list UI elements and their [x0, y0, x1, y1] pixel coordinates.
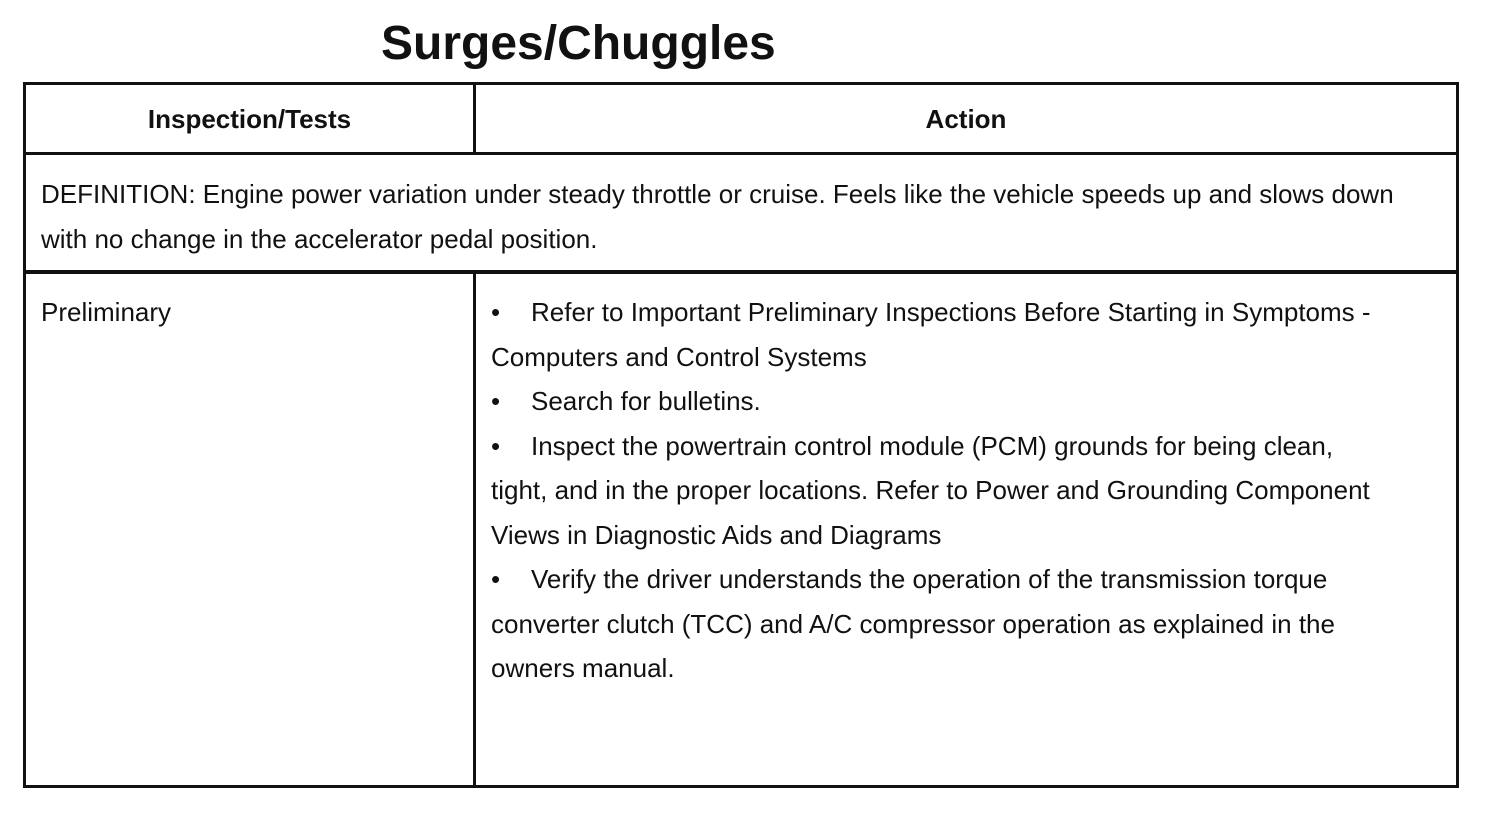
action-item — [491, 290, 1391, 379]
header-action: Action — [925, 103, 1007, 134]
action-item — [491, 379, 1391, 424]
action-text: Verify the driver understands the operation of the transmission torque converter clutch (TCC) and A/C compressor operation as explained in the owners manual. — [491, 564, 1335, 683]
bullet-icon: • — [491, 564, 501, 594]
action-item — [491, 557, 1391, 691]
bullet-icon: • — [491, 297, 501, 327]
bullet-icon: • — [491, 430, 501, 461]
body-column-divider — [473, 272, 476, 785]
bullet-icon: • — [491, 386, 501, 416]
row-label-preliminary: Preliminary — [41, 297, 172, 327]
diagnostic-table — [23, 82, 1459, 788]
definition-text: DEFINITION: Engine power variation under steady throttle or cruise. Feels like the vehicle speeds up and slows down with no change in the accelerator pedal position. — [41, 179, 1394, 254]
header-inspection-tests: Inspection/Tests — [147, 103, 352, 134]
page-title: Surges/Chuggles — [381, 17, 776, 70]
action-item — [491, 424, 1391, 558]
action-text: Search for bulletins. — [531, 386, 761, 416]
definition-divider — [26, 270, 1456, 274]
action-text: Inspect the powertrain control module (PCM) grounds for being clean, tight, and in the proper locations. Refer to Power and Grounding Component Views in Diagnostic Aids and Diagrams — [491, 430, 1370, 550]
action-list — [491, 290, 1391, 691]
action-text: Refer to Important Preliminary Inspections Before Starting in Symptoms - Computers and Control Systems — [491, 297, 1371, 372]
